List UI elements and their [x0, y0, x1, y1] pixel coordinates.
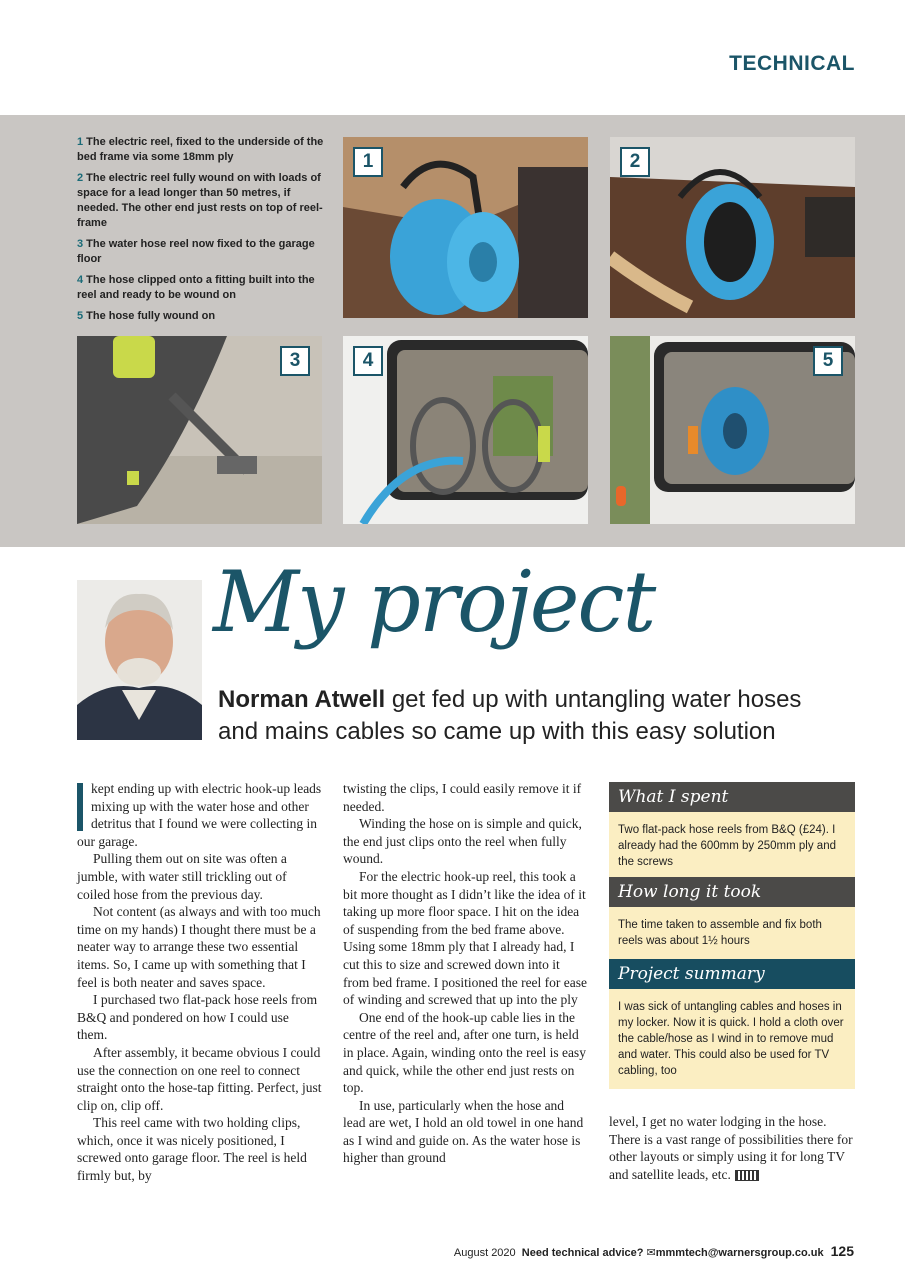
- caption-text: The hose fully wound on: [86, 310, 216, 322]
- caption-text: The water hose reel now fixed to the garage floor: [77, 238, 315, 265]
- project-summary-heading: Project summary: [609, 959, 855, 989]
- photo-captions: [77, 135, 327, 330]
- body-column-1: [77, 780, 322, 1185]
- caption-2: [77, 171, 327, 231]
- article-title: My project: [213, 553, 655, 651]
- caption-number: 1: [77, 136, 84, 148]
- photo-number-badge: 5: [813, 346, 843, 376]
- caption-number: 3: [77, 238, 84, 250]
- drop-cap-bar: [77, 783, 83, 831]
- photo-2-reel-wound: [610, 137, 855, 318]
- issue-date: August 2020: [453, 1247, 516, 1259]
- photo-5-hose-wound: [610, 336, 855, 524]
- body-paragraph: [609, 1113, 855, 1183]
- caption-text: The hose clipped onto a fitting built into the reel and ready to be wound on: [77, 274, 315, 301]
- body-paragraph: In use, particularly when the hose and lead are wet, I hold an old towel in one hand as I wind and guide on. As the water hose is higher than ground: [343, 1097, 584, 1166]
- paragraph-text: level, I get no water lodging in the hose. There is a vast range of possibilities there for other layouts or simply using it for long TV and satellite leads, etc.: [609, 1114, 853, 1182]
- standfirst-text: get fed up with untangling water hoses and mains cables so came up with this easy solution: [218, 686, 802, 745]
- body-column-3: [609, 1113, 855, 1183]
- page-number: 125: [830, 1243, 854, 1259]
- how-long-text: The time taken to assemble and fix both reels was about 1½ hours: [609, 907, 855, 959]
- paragraph-text: kept ending up with electric hook-up leads mixing up with the water hose and other detritus that I found we were collecting in our garage.: [77, 781, 322, 849]
- body-paragraph: Winding the hose on is simple and quick, the end just clips onto the reel when fully wound.: [343, 816, 582, 867]
- advice-email[interactable]: mmmtech@warnersgroup.co.uk: [655, 1247, 824, 1259]
- photo-1-electric-reel: [343, 137, 588, 318]
- body-paragraph: After assembly, it became obvious I could use the connection on one reel to connect straight onto the hose-tap fitting. Perfect, just clip on, clip off.: [77, 1044, 322, 1113]
- caption-number: 4: [77, 274, 84, 286]
- end-mark-icon: [735, 1170, 759, 1181]
- photo-3-hose-reel-floor: [77, 336, 322, 524]
- caption-number: 2: [77, 172, 84, 184]
- body-paragraph: [77, 780, 322, 850]
- body-paragraph: I purchased two flat-pack hose reels from B&Q and pondered on how I could use them.: [77, 992, 318, 1043]
- how-long-heading: How long it took: [609, 877, 855, 907]
- caption-text: The electric reel, fixed to the underside of the bed frame via some 18mm ply: [77, 136, 324, 163]
- page-footer: [454, 1243, 854, 1259]
- email-icon: ✉: [646, 1247, 656, 1259]
- caption-text: The electric reel fully wound on with loads of space for a lead longer than 50 metres, if needed. The other end just rests on top of reel-frame: [77, 172, 323, 229]
- project-summary-text: I was sick of untangling cables and hoses in my locker. Now it is quick. I hold a cloth over the cable/hose as I wind in to remove mud and water. This could also be used for TV cabling, too: [609, 989, 855, 1089]
- photo-number-badge: 2: [620, 147, 650, 177]
- photo-number-badge: 4: [353, 346, 383, 376]
- body-paragraph: This reel came with two holding clips, which, once it was nicely positioned, I screwed onto garage floor. The reel is held firmly but, by: [77, 1115, 307, 1184]
- body-column-2: [343, 780, 588, 1167]
- standfirst: [218, 684, 838, 748]
- caption-number: 5: [77, 310, 84, 322]
- body-paragraph: One end of the hook-up cable lies in the centre of the reel and, after one turn, is held in place. Again, winding onto the reel is easy and quick, while the other end just rests on top.: [343, 1009, 586, 1096]
- photo-number-badge: 1: [353, 147, 383, 177]
- what-i-spent-heading: What I spent: [609, 782, 855, 812]
- author-name: Norman Atwell: [218, 686, 386, 713]
- photo-4-hose-clipped: [343, 336, 588, 524]
- caption-5: [77, 309, 327, 324]
- body-paragraph: For the electric hook-up reel, this took a bit more thought as I didn’t like the idea of it taking up more floor space. I hit on the idea of suspending from the bed frame above. Using some 18mm ply that I already had, I cut this to size and screwed down into it from bed frame. I positioned the reel for ease of winding and screwed that up into the ply: [343, 868, 588, 1008]
- caption-3: [77, 237, 327, 267]
- caption-4: [77, 273, 327, 303]
- body-paragraph: twisting the clips, I could easily remove it if needed.: [343, 781, 582, 814]
- author-portrait: [77, 580, 202, 740]
- caption-1: [77, 135, 327, 165]
- section-label: TECHNICAL: [729, 52, 855, 75]
- body-paragraph: Pulling them out on site was often a jumble, with water still trickling out of coiled hose from the previous day.: [77, 851, 287, 902]
- body-paragraph: Not content (as always and with too much time on my hands) I thought there must be a neater way to arrange these two essential items. So, I came up with something that I feel is both neater and saves space.: [77, 904, 321, 990]
- advice-prompt: Need technical advice?: [521, 1247, 644, 1259]
- what-i-spent-text: Two flat-pack hose reels from B&Q (£24). I already had the 600mm by 250mm ply and the screws: [609, 812, 855, 877]
- photo-number-badge: 3: [280, 346, 310, 376]
